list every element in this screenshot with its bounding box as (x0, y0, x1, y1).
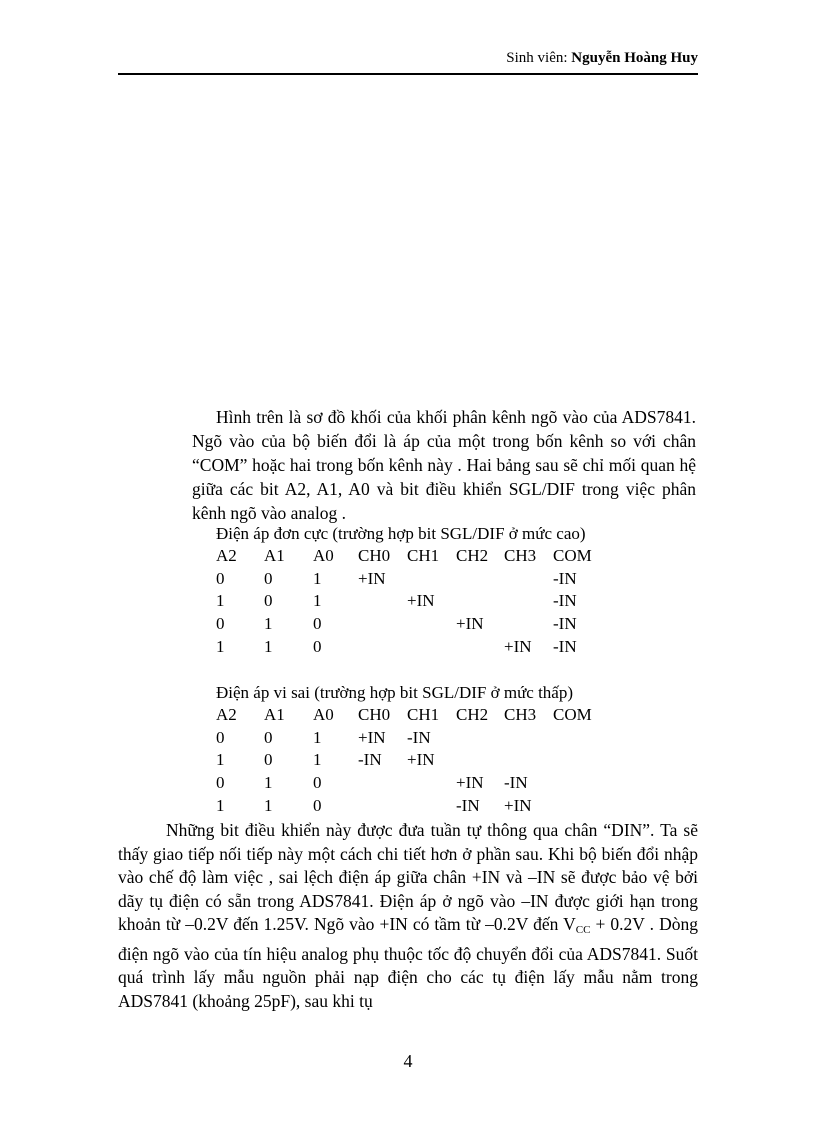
table-cell: -IN (553, 636, 577, 656)
table-header-cell: CH0 (358, 546, 391, 566)
table-cell (358, 794, 407, 817)
table-cell: +IN (358, 568, 386, 588)
table-cell (407, 613, 456, 636)
table-cell: 0 (216, 727, 225, 747)
table-header-cell: CH1 (407, 546, 440, 566)
page-number: 4 (403, 1051, 413, 1071)
differential-table-title: Điện áp vi sai (trường hợp bit SGL/DIF ở mức thấp) (216, 683, 574, 702)
table-cell: 0 (313, 773, 322, 793)
table-cell (358, 772, 407, 795)
table-cell: 0 (313, 636, 322, 656)
table-header-cell: A2 (216, 546, 237, 566)
table-cell: 0 (216, 614, 225, 634)
table-row (216, 794, 603, 817)
table-cell (358, 613, 407, 636)
table-cell (553, 772, 603, 795)
table-cell: +IN (456, 614, 484, 634)
table-cell: -IN (358, 750, 382, 770)
table-cell (504, 727, 553, 750)
table-cell (504, 613, 553, 636)
table-cell (456, 568, 504, 591)
table-cell: 1 (313, 568, 322, 588)
table-row (216, 613, 603, 636)
table-cell (456, 635, 504, 658)
body-paragraph (118, 819, 698, 1013)
table-cell (504, 590, 553, 613)
single-ended-table (216, 545, 603, 658)
table-cell: +IN (504, 795, 532, 815)
table-header-cell: CH1 (407, 705, 440, 725)
table-header-cell: A1 (264, 705, 285, 725)
header-student-name: Nguyễn Hoàng Huy (571, 50, 698, 66)
table-cell: -IN (553, 568, 577, 588)
table-cell: 1 (216, 591, 225, 611)
table-cell: 0 (313, 614, 322, 634)
table-row (216, 727, 603, 750)
table-cell: -IN (456, 795, 480, 815)
table-cell (553, 794, 603, 817)
table-cell (407, 568, 456, 591)
table-cell (504, 568, 553, 591)
table-cell (456, 590, 504, 613)
table-cell (358, 635, 407, 658)
table-cell: 1 (216, 795, 225, 815)
table-cell: +IN (358, 727, 386, 747)
table-cell: -IN (504, 773, 528, 793)
table-row (216, 568, 603, 591)
intro-text: Hình trên là sơ đồ khối của khối phân kênh ngõ vào của ADS7841. Ngõ vào của bộ biến đổi là áp của một trong bốn kênh so với chân “COM” hoặc hai trong bốn kênh này . Hai bảng sau sẽ chỉ mối quan hệ giữa các bit A2, A1, A0 và bit điều khiển SGL/DIF trong việc phân kênh ngõ vào analog . (192, 407, 696, 523)
header-label: Sinh viên: (506, 50, 568, 66)
table-header-cell: CH2 (456, 705, 489, 725)
table-cell: +IN (407, 591, 435, 611)
table-cell: 1 (313, 750, 322, 770)
table-row (216, 635, 603, 658)
table-cell: -IN (407, 727, 431, 747)
table-cell: 0 (264, 727, 273, 747)
table-header-cell: CH3 (504, 705, 537, 725)
table-cell (407, 794, 456, 817)
table-cell: -IN (553, 614, 577, 634)
table-cell: 1 (216, 750, 225, 770)
table-header-cell: A0 (313, 546, 334, 566)
vcc-subscript: CC (575, 924, 591, 936)
table-cell: 1 (264, 773, 273, 793)
table-cell: 0 (264, 591, 273, 611)
table-cell: 1 (313, 727, 322, 747)
table-row (216, 590, 603, 613)
table-cell: 1 (313, 591, 322, 611)
table-cell (553, 749, 603, 772)
table-header-cell: A0 (313, 705, 334, 725)
single-ended-table-title: Điện áp đơn cực (trường hợp bit SGL/DIF ở mức cao) (216, 524, 586, 543)
table-cell: 1 (264, 795, 273, 815)
table-header-cell: COM (553, 705, 592, 725)
header-divider (118, 73, 698, 75)
table-header-cell: COM (553, 546, 592, 566)
table-cell: 1 (264, 636, 273, 656)
body-text-part2: + 0.2V . Dòng điện ngõ vào của tín hiệu analog phụ thuộc tốc độ chuyển đổi của ADS7841. Suốt quá trình lấy mẫu nguồn phải nạp điện cho các tụ điện lấy mẫu nằm trong ADS7841 (khoảng 25pF), sau khi tụ (118, 914, 698, 1011)
table-cell (358, 590, 407, 613)
table-cell (407, 772, 456, 795)
table-cell: +IN (456, 773, 484, 793)
table-header-row (216, 704, 603, 727)
table-cell: 0 (264, 568, 273, 588)
table-header-cell: A1 (264, 546, 285, 566)
table-header-cell: CH2 (456, 546, 489, 566)
body-text-part1: Những bit điều khiển này được đưa tuần tự thông qua chân “DIN”. Ta sẽ thấy giao tiếp nối tiếp này một cách chi tiết hơn ở phần sau. Khi bộ biến đổi nhập vào chế độ làm việc , sai lệch điện áp giữa chân +IN và –IN sẽ được bảo vệ bởi dãy tụ điện có sẵn trong ADS7841. Điện áp ở ngõ vào –IN được giới hạn trong khoản từ –0.2V đến 1.25V. Ngõ vào +IN có tầm từ –0.2V đến V (118, 820, 698, 934)
table-cell: +IN (504, 636, 532, 656)
table-cell: 0 (313, 795, 322, 815)
table-cell: 0 (216, 568, 225, 588)
table-header-cell: CH3 (504, 546, 537, 566)
table-cell (553, 727, 603, 750)
differential-table (216, 704, 603, 817)
table-cell: 1 (216, 636, 225, 656)
table-cell (407, 635, 456, 658)
table-header-cell: A2 (216, 705, 237, 725)
table-cell: +IN (407, 750, 435, 770)
page-header (118, 50, 698, 74)
table-cell: 0 (216, 773, 225, 793)
table-header-cell: CH0 (358, 705, 391, 725)
table-row (216, 749, 603, 772)
table-cell (504, 749, 553, 772)
table-header-row (216, 545, 603, 568)
table-cell: 0 (264, 750, 273, 770)
table-cell: 1 (264, 614, 273, 634)
table-row (216, 772, 603, 795)
intro-paragraph (192, 405, 696, 525)
table-cell: -IN (553, 591, 577, 611)
table-cell (456, 727, 504, 750)
table-cell (456, 749, 504, 772)
